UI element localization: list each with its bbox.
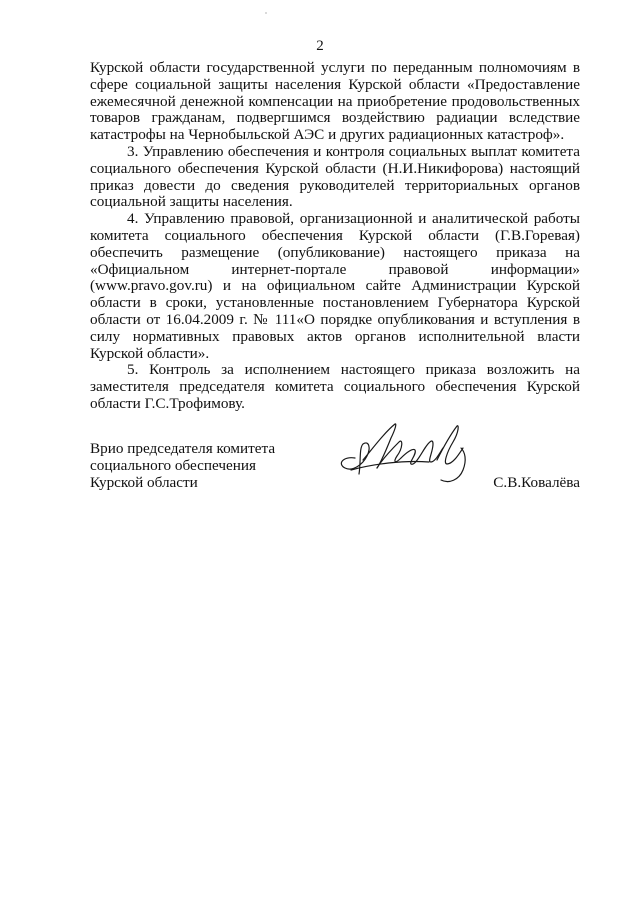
page-number: 2: [316, 38, 324, 54]
signatory-title-line: Курской области: [90, 474, 198, 491]
document-body: [90, 60, 580, 413]
handwritten-signature: [333, 418, 483, 490]
paragraph-item-5: 5. Контроль за исполнением настоящего приказа возложить на заместителя председателя комитета социального обеспечения Курской области Г.С.Трофимову.: [90, 361, 580, 412]
paragraph-item-4: 4. Управлению правовой, организационной и аналитической работы комитета социального обеспечения Курской области (Г.В.Горевая) обеспечить размещение (опубликование) настоящего приказа на «Официальном интернет-портале правовой информации» (www.pravo.gov.ru) и на официальном сайте Администрации Курской области в сроки, установленные постановлением Губернатора Курской области от 16.04.2009 г. № 111«О порядке опубликования и вступления в силу нормативных правовых актов органов исполнительной власти Курской области».: [90, 210, 580, 362]
signatory-title: [90, 440, 330, 491]
signatory-title-line: Врио председателя комитета: [90, 440, 276, 457]
scan-speck: [265, 12, 267, 14]
paragraph-item-3: 3. Управлению обеспечения и контроля социальных выплат комитета социального обеспечения Курской области (Н.И.Никифорова) настоящий приказ довести до сведения руководителей территориальных органов социальной защиты населения.: [90, 142, 580, 211]
signatory-title-line: социального обеспечения: [90, 457, 257, 474]
signatory-name: С.В.Ковалёва: [493, 474, 580, 491]
paragraph-continuation: Курской области государственной услуги по переданным полномочиям в сфере социальной защиты населения Курской области «Предоставление ежемесячной денежной компенсации на приобретение продовольственных товаров гражданам, подвергшимся воздействию радиации вследствие катастрофы на Чернобыльской АЭС и других радиационных катастроф».: [90, 59, 580, 144]
